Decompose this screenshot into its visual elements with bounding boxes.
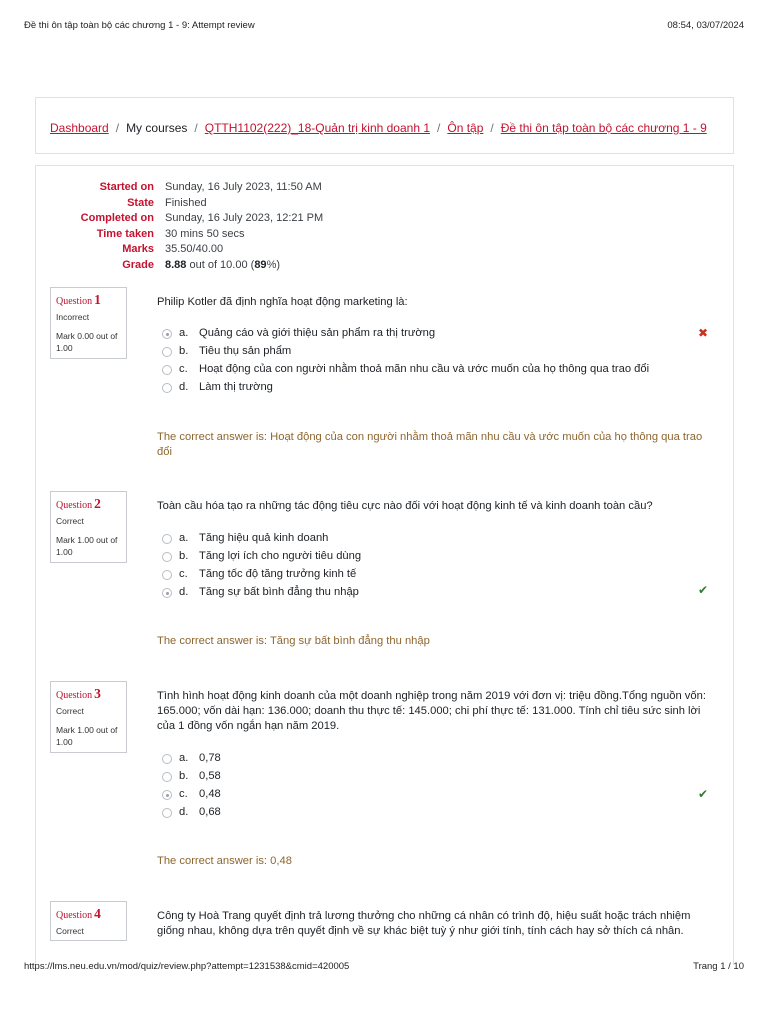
answer-option-c[interactable] <box>162 788 722 806</box>
answer-option-b[interactable] <box>162 550 722 568</box>
summary-value: 30 mins 50 secs <box>165 227 245 240</box>
radio-icon[interactable] <box>162 534 172 544</box>
question-word: Question <box>56 500 93 511</box>
question-num: 3 <box>94 686 101 701</box>
grade-score: 8.88 <box>165 258 187 271</box>
option-letter: d. <box>179 806 189 818</box>
breadcrumb-container <box>35 97 734 154</box>
answer-option-b[interactable] <box>162 770 722 788</box>
option-text: 0,68 <box>199 806 221 818</box>
summary-label: Grade <box>122 258 154 271</box>
summary-row-marks <box>36 243 436 259</box>
answer-option-b[interactable] <box>162 345 722 363</box>
question-number <box>56 906 121 922</box>
correct-icon: ✔ <box>697 787 708 801</box>
radio-selected-icon[interactable] <box>162 588 172 598</box>
print-page-title: Đề thi ôn tập toàn bộ các chương 1 - 9: Attempt review <box>24 20 255 31</box>
question-state: Correct <box>56 706 84 716</box>
answer-option-c[interactable] <box>162 568 722 586</box>
answer-options <box>162 752 722 824</box>
breadcrumb-quiz-link[interactable]: Đề thi ôn tập toàn bộ các chương 1 - 9 <box>500 121 707 135</box>
print-header <box>24 20 744 34</box>
question-text: Tình hình hoạt động kinh doanh của một doanh nghiệp trong năm 2019 với đơn vị: triệu đồng.Tổng nguồn vốn: 165.000; vốn dài hạn: 136.000; doanh thu thực tế: 145.000; chi phí thực tế: 131.000. Tính chỉ tiêu sức sinh lời của 1 đồng vốn ngắn hạn năm 2019. <box>157 690 706 732</box>
summary-label: Time taken <box>96 227 154 240</box>
grade-percent: 89 <box>254 258 267 271</box>
incorrect-icon: ✖ <box>697 326 708 340</box>
question-num: 4 <box>94 906 101 921</box>
question-state: Incorrect <box>56 312 90 322</box>
summary-value: Sunday, 16 July 2023, 11:50 AM <box>165 181 322 193</box>
question-text: Philip Kotler đã định nghĩa hoạt động marketing là: <box>157 296 408 308</box>
breadcrumb-dashboard-link[interactable]: Dashboard <box>50 121 109 135</box>
question-grade: Mark 1.00 out of 1.00 <box>56 725 118 747</box>
radio-icon[interactable] <box>162 808 172 818</box>
summary-row-grade <box>36 259 436 275</box>
answer-option-d[interactable] <box>162 586 722 604</box>
summary-row-started <box>36 181 436 197</box>
option-letter: b. <box>179 550 189 562</box>
option-letter: b. <box>179 770 189 782</box>
answer-option-a[interactable] <box>162 327 722 345</box>
question-state: Correct <box>56 516 84 526</box>
question-word: Question <box>56 910 93 921</box>
question-number <box>56 292 121 308</box>
breadcrumb-my-courses: My courses <box>126 121 188 135</box>
radio-icon[interactable] <box>162 365 172 375</box>
option-text: Tăng tốc độ tăng trưởng kinh tế <box>199 568 357 580</box>
option-letter: d. <box>179 586 189 598</box>
option-text: 0,58 <box>199 770 221 782</box>
option-text: Tiêu thụ sản phẩm <box>199 345 292 357</box>
option-letter: c. <box>179 363 188 375</box>
correct-icon: ✔ <box>697 583 708 597</box>
option-letter: d. <box>179 381 189 393</box>
option-text: Quảng cáo và giới thiệu sản phẩm ra thị trường <box>199 327 436 339</box>
answer-option-d[interactable] <box>162 806 722 824</box>
radio-icon[interactable] <box>162 570 172 580</box>
question-num: 2 <box>94 496 101 511</box>
option-text: 0,78 <box>199 752 221 764</box>
radio-icon[interactable] <box>162 347 172 357</box>
question-info-box <box>50 681 127 753</box>
summary-label: Completed on <box>80 212 154 225</box>
print-url: https://lms.neu.edu.vn/mod/quiz/review.php?attempt=1231538&cmid=420005 <box>24 961 350 972</box>
question-grade: Mark 0.00 out of 1.00 <box>56 331 118 353</box>
answer-option-a[interactable] <box>162 532 722 550</box>
question-grade: Mark 1.00 out of 1.00 <box>56 535 118 557</box>
radio-icon[interactable] <box>162 772 172 782</box>
question-number <box>56 686 121 702</box>
radio-selected-icon[interactable] <box>162 790 172 800</box>
radio-icon[interactable] <box>162 383 172 393</box>
correct-answer-feedback: The correct answer is: 0,48 <box>157 855 292 867</box>
option-text: Tăng lợi ích cho người tiêu dùng <box>199 550 362 562</box>
print-page-number: Trang 1 / 10 <box>693 961 744 972</box>
grade-out-of: out of 10.00 ( <box>189 258 255 271</box>
option-letter: a. <box>179 532 189 544</box>
option-text: Tăng hiệu quả kinh doanh <box>199 532 329 544</box>
answer-option-d[interactable] <box>162 381 722 399</box>
option-letter: a. <box>179 752 189 764</box>
breadcrumb-course-link[interactable]: QTTH1102(222)_18-Quản trị kinh doanh 1 <box>204 121 431 135</box>
summary-value: Finished <box>165 196 207 209</box>
summary-label: Marks <box>122 243 154 256</box>
answer-options <box>162 327 722 399</box>
grade-close: %) <box>266 258 281 271</box>
option-letter: c. <box>179 788 188 800</box>
summary-value: 35.50/40.00 <box>165 243 224 256</box>
breadcrumb <box>50 121 707 135</box>
summary-label: State <box>127 196 154 209</box>
option-letter: c. <box>179 568 188 580</box>
option-letter: a. <box>179 327 189 339</box>
radio-icon[interactable] <box>162 552 172 562</box>
option-text: Hoạt động của con người nhằm thoả mãn nhu cầu và ước muốn của họ thông qua trao đổi <box>199 363 650 375</box>
question-info-box <box>50 901 127 941</box>
correct-answer-feedback: The correct answer is: Tăng sự bất bình đẳng thu nhập <box>157 635 430 647</box>
quiz-review-panel <box>35 165 734 965</box>
summary-row-state <box>36 197 436 213</box>
question-info-box <box>50 491 127 563</box>
answer-options <box>162 532 722 604</box>
summary-row-completed <box>36 212 436 228</box>
question-num: 1 <box>94 292 101 307</box>
breadcrumb-separator: / <box>437 121 441 135</box>
question-number <box>56 496 121 512</box>
option-text: 0,48 <box>199 788 221 800</box>
print-footer <box>24 961 744 975</box>
breadcrumb-separator: / <box>194 121 198 135</box>
option-text: Tăng sự bất bình đẳng thu nhập <box>199 586 359 598</box>
breadcrumb-separator: / <box>115 121 120 135</box>
question-word: Question <box>56 296 93 307</box>
attempt-summary-table <box>36 181 436 275</box>
option-text: Làm thị trường <box>199 381 273 393</box>
answer-option-c[interactable] <box>162 363 722 381</box>
question-word: Question <box>56 690 93 701</box>
question-text: Toàn cầu hóa tạo ra những tác động tiêu cực nào đối với hoạt động kinh tế và kinh doanh toàn cầu? <box>157 500 653 512</box>
radio-icon[interactable] <box>162 754 172 764</box>
radio-selected-icon[interactable] <box>162 329 172 339</box>
summary-row-time <box>36 228 436 244</box>
summary-label: Started on <box>99 181 154 193</box>
summary-grade-value <box>165 259 280 271</box>
print-datetime: 08:54, 03/07/2024 <box>667 20 744 31</box>
answer-option-a[interactable] <box>162 752 722 770</box>
question-info-box <box>50 287 127 359</box>
correct-answer-feedback: The correct answer is: Hoạt động của con người nhằm thoả mãn nhu cầu và ước muốn của họ thông qua trao đổi <box>157 431 703 458</box>
question-text: Công ty Hoà Trang quyết định trả lương thưởng cho những cá nhân có trình độ, hiệu suất hoặc trách nhiệm giống nhau, không dựa trên quyết định về sự khác biệt tuỳ ý như giới tính, tính cách hay sở thích cá nhân. <box>157 910 691 937</box>
question-state: Correct <box>56 926 84 936</box>
breadcrumb-separator: / <box>490 121 494 135</box>
summary-value: Sunday, 16 July 2023, 12:21 PM <box>165 212 324 225</box>
option-letter: b. <box>179 345 189 357</box>
breadcrumb-section-link[interactable]: Ôn tập <box>447 121 484 135</box>
